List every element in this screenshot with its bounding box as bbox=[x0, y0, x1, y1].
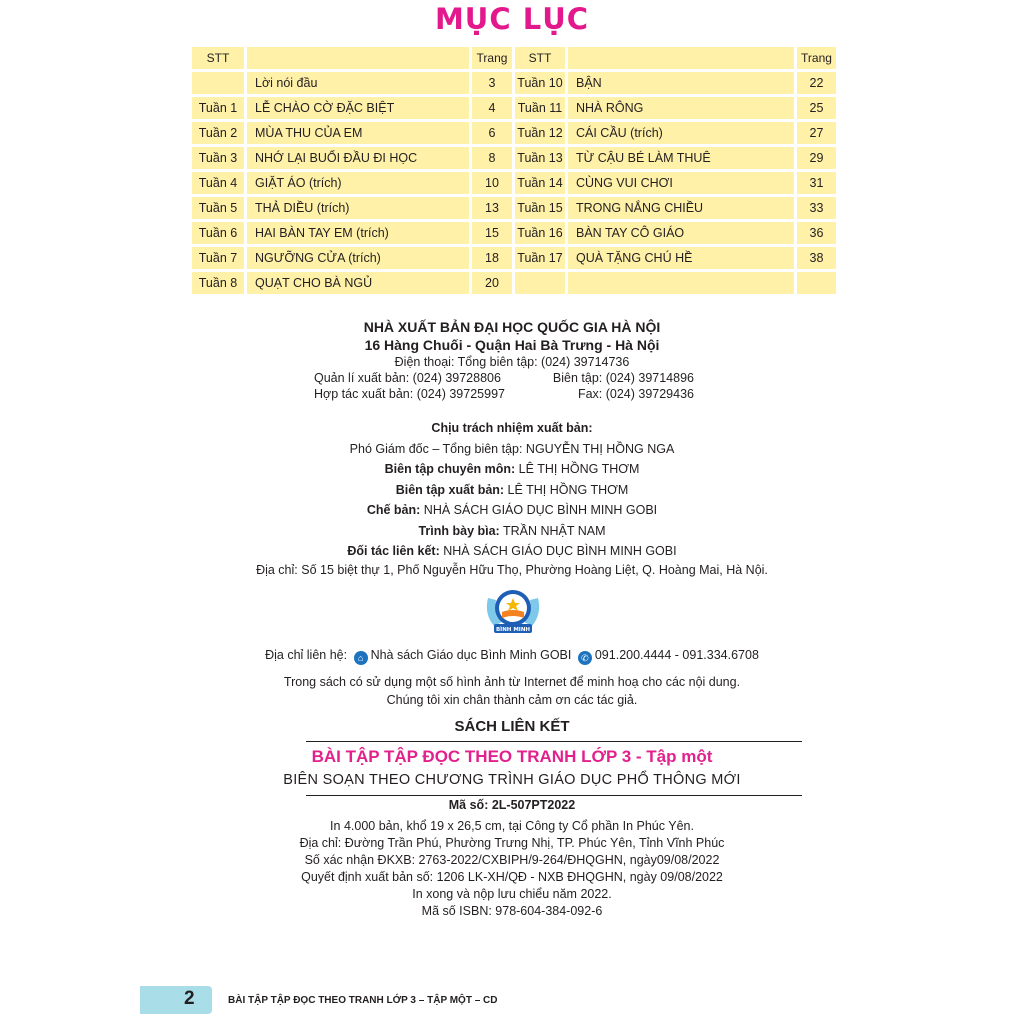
expert-value: LÊ THỊ HỒNG THƠM bbox=[515, 462, 640, 476]
toc-row bbox=[515, 172, 836, 194]
toc-page: 31 bbox=[797, 172, 836, 194]
binh-minh-logo-icon bbox=[482, 584, 544, 640]
toc-header-stt: STT bbox=[192, 47, 244, 69]
toc-page: 20 bbox=[472, 272, 512, 294]
toc-page: 13 bbox=[472, 197, 512, 219]
toc-stt: Tuần 4 bbox=[192, 172, 244, 194]
toc-page bbox=[797, 272, 836, 294]
toc-page: 18 bbox=[472, 247, 512, 269]
toc-stt bbox=[515, 272, 565, 294]
toc-header-page: Trang bbox=[797, 47, 836, 69]
toc-entry-title: CÁI CẦU (trích) bbox=[568, 122, 794, 144]
editor-value: LÊ THỊ HỒNG THƠM bbox=[504, 482, 629, 497]
partner-value: NHÀ SÁCH GIÁO DỤC BÌNH MINH GOBI bbox=[439, 544, 677, 558]
toc-entry-title: TỪ CẬU BÉ LÀM THUÊ bbox=[568, 147, 794, 169]
cover-value: TRẦN NHẬT NAM bbox=[499, 523, 606, 538]
publisher-phones-row bbox=[300, 370, 724, 386]
contact-line bbox=[200, 646, 824, 665]
toc-entry-title: LỄ CHÀO CỜ ĐẶC BIỆT bbox=[247, 97, 469, 119]
toc-row bbox=[515, 122, 836, 144]
book-code: Mã số: 2L-507PT2022 bbox=[448, 798, 576, 812]
footer-book-title: BÀI TẬP TẬP ĐỌC THEO TRANH LỚP 3 – TẬP MỘT – CD bbox=[228, 995, 498, 1006]
toc-entry-title: NHÀ RÔNG bbox=[568, 97, 794, 119]
page-number: 2 bbox=[184, 988, 195, 1009]
print-line: Địa chỉ: Đường Trần Phú, Phường Trưng Nhị, TP. Phúc Yên, Tỉnh Vĩnh Phúc bbox=[299, 836, 725, 850]
toc-page: 22 bbox=[797, 72, 836, 94]
toc-entry-title: TRONG NẮNG CHIỀU bbox=[568, 197, 794, 219]
toc-entry-title: HAI BÀN TAY EM (trích) bbox=[247, 222, 469, 244]
toc-row bbox=[192, 147, 512, 169]
toc-page: 36 bbox=[797, 222, 836, 244]
toc-page: 8 bbox=[472, 147, 512, 169]
toc-stt: Tuần 2 bbox=[192, 122, 244, 144]
toc-stt: Tuần 16 bbox=[515, 222, 565, 244]
publisher-phone-editor: Điện thoại: Tổng biên tập: (024) 39714736 bbox=[394, 355, 630, 369]
toc-stt: Tuần 6 bbox=[192, 222, 244, 244]
contact-store: Nhà sách Giáo dục Bình Minh GOBI bbox=[370, 648, 572, 662]
toc-row bbox=[192, 272, 512, 294]
toc-entry-title: NHỚ LẠI BUỔI ĐẦU ĐI HỌC bbox=[247, 147, 469, 169]
toc-stt: Tuần 7 bbox=[192, 247, 244, 269]
layout-label: Chế bản: bbox=[366, 503, 421, 517]
toc-row bbox=[515, 222, 836, 244]
note-line-1: Trong sách có sử dụng một số hình ảnh từ Internet để minh hoạ cho các nội dung. bbox=[283, 675, 741, 689]
toc-header-title bbox=[568, 47, 794, 69]
toc-header-row bbox=[515, 47, 836, 69]
contact-label: Địa chỉ liên hệ: bbox=[265, 648, 348, 662]
toc-stt: Tuần 3 bbox=[192, 147, 244, 169]
toc-entry-title bbox=[568, 272, 794, 294]
toc-stt: Tuần 1 bbox=[192, 97, 244, 119]
printing-info bbox=[250, 818, 774, 920]
divider bbox=[306, 795, 802, 796]
linked-books-label: SÁCH LIÊN KẾT bbox=[454, 718, 570, 735]
toc-entry-title: BÀN TAY CÔ GIÁO bbox=[568, 222, 794, 244]
toc-page: 3 bbox=[472, 72, 512, 94]
logo-text: BÌNH MINH bbox=[495, 627, 531, 633]
toc-entry-title: MÙA THU CỦA EM bbox=[247, 122, 469, 144]
page-footer bbox=[140, 986, 740, 1016]
toc-stt: Tuần 12 bbox=[515, 122, 565, 144]
expert-label: Biên tập chuyên môn: bbox=[384, 462, 516, 476]
toc-page: 29 bbox=[797, 147, 836, 169]
toc-table bbox=[192, 47, 836, 297]
toc-column-left bbox=[192, 47, 512, 297]
contact-phones: 091.200.4444 - 091.334.6708 bbox=[594, 648, 759, 662]
toc-header-stt: STT bbox=[515, 47, 565, 69]
editor-label: Biên tập xuất bản: bbox=[395, 482, 505, 497]
toc-entry-title: NGƯỠNG CỬA (trích) bbox=[247, 247, 469, 269]
publisher-block bbox=[300, 318, 724, 402]
toc-page: 4 bbox=[472, 97, 512, 119]
divider bbox=[306, 741, 802, 742]
print-line: Quyết định xuất bản số: 1206 LK-XH/QĐ - NXB ĐHQGHN, ngày 09/08/2022 bbox=[301, 870, 723, 884]
toc-page: 10 bbox=[472, 172, 512, 194]
toc-title: MỤC LỤC bbox=[434, 2, 590, 36]
toc-header-page: Trang bbox=[472, 47, 512, 69]
toc-stt: Tuần 13 bbox=[515, 147, 565, 169]
toc-row bbox=[515, 197, 836, 219]
publisher-fax: Fax: (024) 39729436 bbox=[577, 387, 694, 401]
publisher-coop-phone: Hợp tác xuất bản: (024) 39725997 bbox=[314, 387, 505, 401]
image-credit-note bbox=[250, 673, 774, 709]
toc-row bbox=[192, 72, 512, 94]
phone-icon: ✆ bbox=[578, 651, 592, 665]
toc-stt: Tuần 8 bbox=[192, 272, 244, 294]
toc-row bbox=[192, 122, 512, 144]
toc-page: 25 bbox=[797, 97, 836, 119]
toc-stt: Tuần 17 bbox=[515, 247, 565, 269]
toc-entry-title: QUÀ TẶNG CHÚ HỀ bbox=[568, 247, 794, 269]
note-line-2: Chúng tôi xin chân thành cảm ơn các tác giả. bbox=[386, 693, 638, 707]
publisher-phones-row bbox=[300, 386, 724, 402]
toc-row bbox=[192, 247, 512, 269]
publisher-mgmt-phone: Quản lí xuất bản: (024) 39728806 bbox=[314, 371, 501, 385]
toc-row bbox=[192, 197, 512, 219]
toc-entry-title: QUẠT CHO BÀ NGỦ bbox=[247, 272, 469, 294]
publisher-name: NHÀ XUẤT BẢN ĐẠI HỌC QUỐC GIA HÀ NỘI bbox=[363, 319, 661, 335]
toc-row bbox=[515, 97, 836, 119]
print-line: In 4.000 bản, khổ 19 x 26,5 cm, tại Công ty Cổ phần In Phúc Yên. bbox=[330, 819, 694, 833]
toc-row bbox=[515, 147, 836, 169]
toc-header-title bbox=[247, 47, 469, 69]
toc-entry-title: Lời nói đầu bbox=[247, 72, 469, 94]
toc-stt: Tuần 10 bbox=[515, 72, 565, 94]
toc-row bbox=[515, 247, 836, 269]
toc-entry-title: BẬN bbox=[568, 72, 794, 94]
page-number-tab bbox=[140, 986, 212, 1014]
publisher-address: 16 Hàng Chuối - Quận Hai Bà Trưng - Hà Nội bbox=[364, 337, 660, 353]
home-icon: ⌂ bbox=[354, 651, 368, 665]
toc-row bbox=[192, 222, 512, 244]
toc-stt bbox=[192, 72, 244, 94]
toc-page: 27 bbox=[797, 122, 836, 144]
toc-page: 33 bbox=[797, 197, 836, 219]
print-line: Số xác nhận ĐKXB: 2763-2022/CXBIPH/9-264/ĐHQGHN, ngày09/08/2022 bbox=[304, 853, 720, 867]
cover-label: Trình bày bìa: bbox=[418, 523, 500, 538]
toc-row bbox=[515, 272, 836, 294]
responsibility-director: Phó Giám đốc – Tổng biên tập: NGUYỄN THỊ HỒNG NGA bbox=[349, 441, 675, 456]
responsibility-heading: Chịu trách nhiệm xuất bản: bbox=[431, 421, 593, 435]
toc-header-row bbox=[192, 47, 512, 69]
toc-column-right bbox=[515, 47, 836, 297]
toc-page: 6 bbox=[472, 122, 512, 144]
toc-stt: Tuần 15 bbox=[515, 197, 565, 219]
print-line: Mã số ISBN: 978-604-384-092-6 bbox=[421, 904, 603, 918]
publisher-editing-phone: Biên tập: (024) 39714896 bbox=[552, 371, 694, 385]
toc-row bbox=[192, 97, 512, 119]
toc-entry-title: CÙNG VUI CHƠI bbox=[568, 172, 794, 194]
toc-page: 38 bbox=[797, 247, 836, 269]
print-line: In xong và nộp lưu chiểu năm 2022. bbox=[412, 887, 612, 901]
toc-entry-title: GIẶT ÁO (trích) bbox=[247, 172, 469, 194]
layout-value: NHÀ SÁCH GIÁO DỤC BÌNH MINH GOBI bbox=[420, 503, 658, 517]
toc-page: 15 bbox=[472, 222, 512, 244]
partner-address: Địa chỉ: Số 15 biệt thự 1, Phố Nguyễn Hữu Thọ, Phường Hoàng Liệt, Q. Hoàng Mai, Hà Nội. bbox=[256, 562, 768, 577]
toc-stt: Tuần 5 bbox=[192, 197, 244, 219]
toc-entry-title: THẢ DIỀU (trích) bbox=[247, 197, 469, 219]
toc-row bbox=[192, 172, 512, 194]
book-title: BÀI TẬP TẬP ĐỌC THEO TRANH LỚP 3 - Tập một bbox=[311, 747, 713, 766]
toc-stt: Tuần 11 bbox=[515, 97, 565, 119]
toc-stt: Tuần 14 bbox=[515, 172, 565, 194]
partner-label: Đối tác liên kết: bbox=[347, 544, 440, 558]
toc-row bbox=[515, 72, 836, 94]
responsibility-block bbox=[250, 418, 774, 578]
book-subtitle: BIÊN SOẠN THEO CHƯƠNG TRÌNH GIÁO DỤC PHỔ THÔNG MỚI bbox=[283, 772, 741, 788]
